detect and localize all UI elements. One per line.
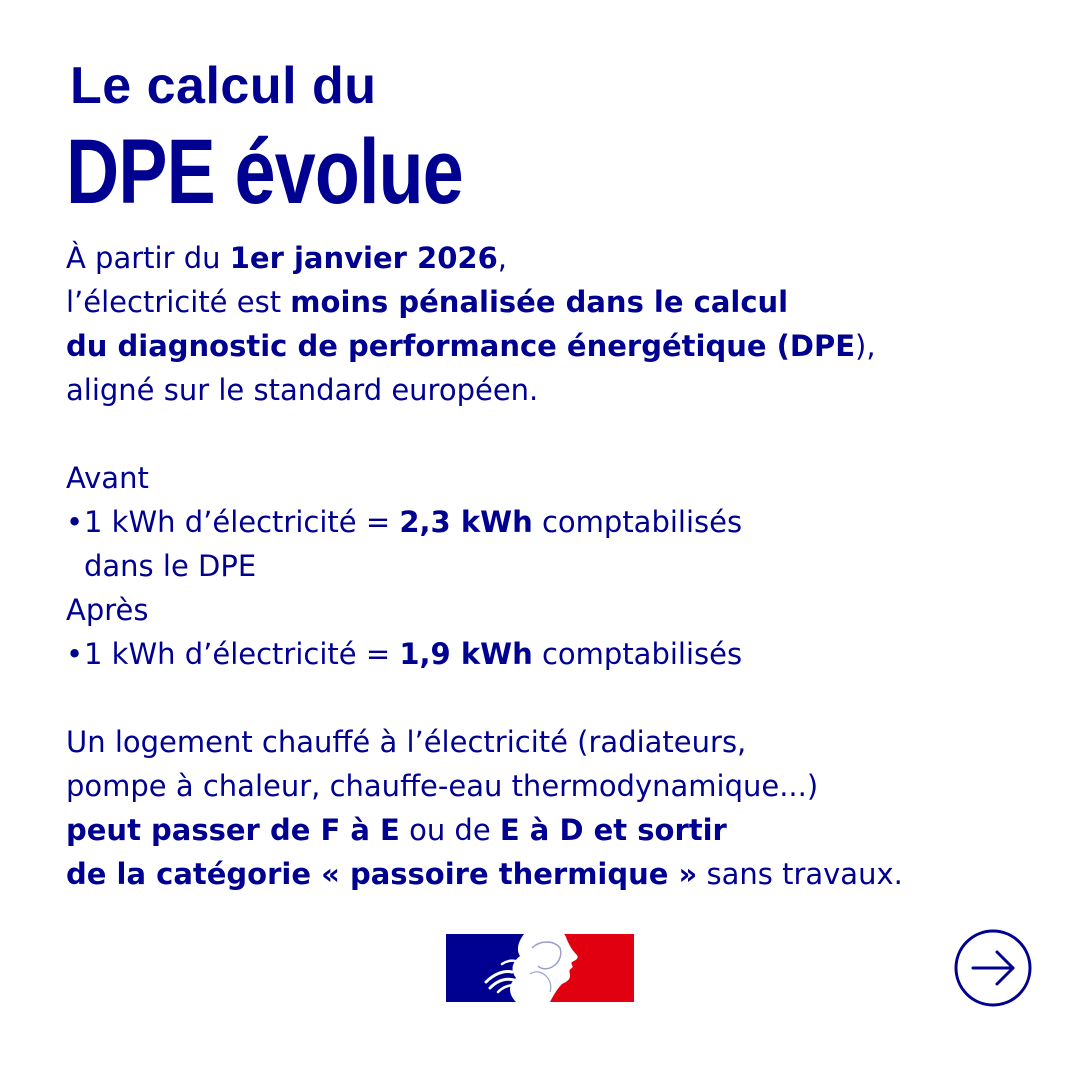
intro-text: À partir du bbox=[66, 241, 230, 275]
conclusion-line-3 bbox=[66, 808, 1026, 852]
intro-text: l’électricité est bbox=[66, 285, 291, 319]
intro-text: , bbox=[497, 241, 507, 275]
conclusion-line-2: pompe à chaleur, chauffe-eau thermodynamique...) bbox=[66, 769, 819, 803]
avant-text: comptabilisés bbox=[532, 505, 743, 539]
apres-text: comptabilisés bbox=[532, 637, 743, 671]
apres-bullet-item bbox=[66, 632, 1026, 676]
avant-bullet-item bbox=[66, 500, 1026, 544]
intro-highlight: moins pénalisée dans le calcul bbox=[290, 285, 789, 319]
intro-line-3 bbox=[66, 324, 1026, 368]
intro-date: 1er janvier 2026 bbox=[229, 241, 498, 275]
arrow-right-circle-icon[interactable] bbox=[953, 928, 1033, 1008]
apres-text: 1 kWh d’électricité = bbox=[84, 637, 400, 671]
conclusion-line-4 bbox=[66, 852, 1026, 896]
avant-text: 1 kWh d’électricité = bbox=[84, 505, 400, 539]
avant-bullet-continuation: dans le DPE bbox=[84, 549, 257, 583]
intro-line-2 bbox=[66, 280, 1026, 324]
avant-heading: Avant bbox=[66, 461, 149, 495]
apres-heading: Après bbox=[66, 593, 149, 627]
intro-highlight: du diagnostic de performance énergétique (DPE bbox=[66, 329, 856, 363]
body-text bbox=[66, 236, 1026, 896]
intro-text: ), bbox=[855, 329, 876, 363]
avant-value: 2,3 kWh bbox=[399, 505, 533, 539]
intro-line-1 bbox=[66, 236, 1026, 280]
conclusion-highlight: E à D et sortir bbox=[499, 813, 727, 847]
title-line-2: DPE évolue bbox=[66, 121, 463, 223]
conclusion-text: ou de bbox=[399, 813, 500, 847]
bullet-icon: • bbox=[66, 637, 84, 671]
intro-line-4: aligné sur le standard européen. bbox=[66, 373, 539, 407]
conclusion-highlight: peut passer de F à E bbox=[66, 813, 400, 847]
conclusion-line-1: Un logement chauffé à l’électricité (radiateurs, bbox=[66, 725, 747, 759]
apres-value: 1,9 kWh bbox=[399, 637, 533, 671]
marianne-logo bbox=[446, 934, 634, 1002]
conclusion-highlight: de la catégorie « passoire thermique » bbox=[66, 857, 698, 891]
conclusion-text: sans travaux. bbox=[697, 857, 903, 891]
title-line-1: Le calcul du bbox=[70, 57, 377, 115]
bullet-icon: • bbox=[66, 505, 84, 539]
